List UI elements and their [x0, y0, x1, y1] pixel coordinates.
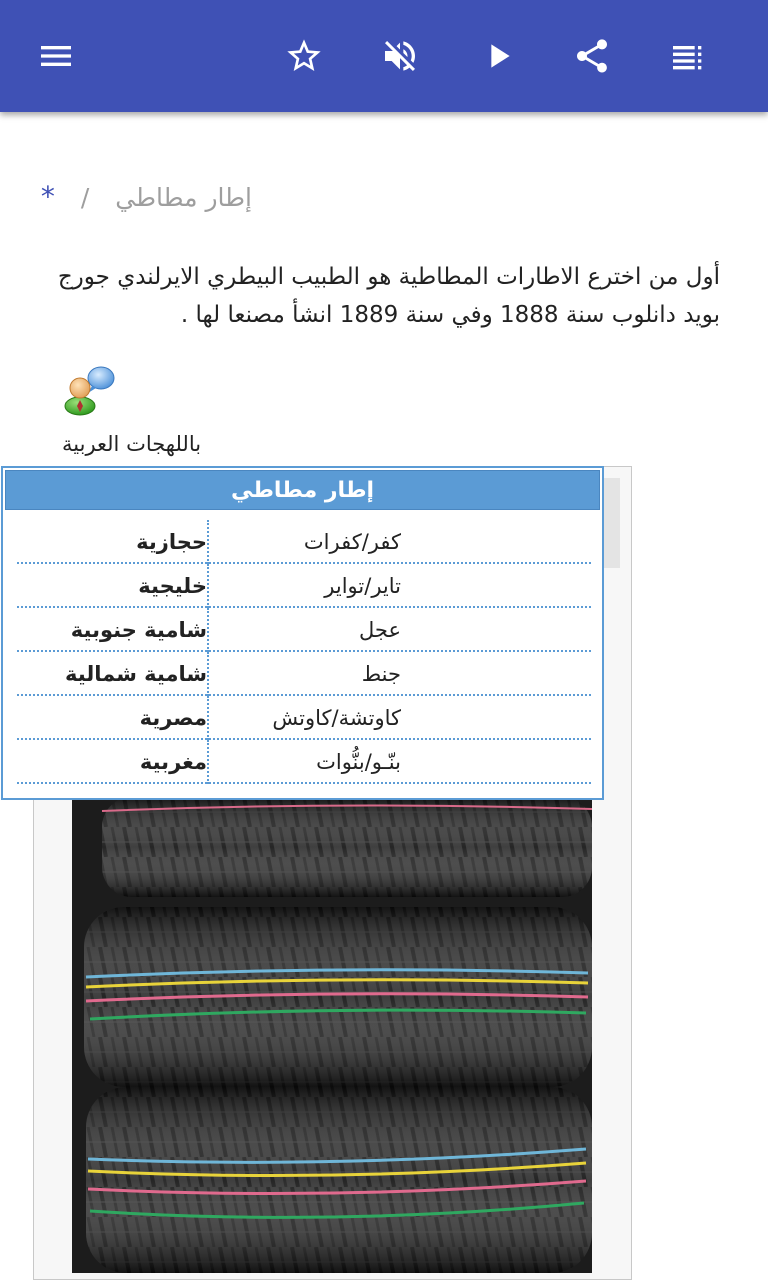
row-dialect: شامية شمالية: [65, 662, 207, 686]
row-term: جنط: [361, 662, 401, 686]
article-intro: أول من اخترع الاطارات المطاطية هو الطبيب البيطري الايرلندي جورج بويد دانلوب سنة 1888 وفي سنة 1889 انشأ مصنعا لها .: [57, 264, 720, 328]
row-dialect: شامية جنوبية: [70, 618, 207, 642]
app-toolbar: [0, 0, 768, 112]
infobox-row: [17, 740, 591, 784]
row-dialect: مصرية: [139, 706, 207, 730]
row-divider: [207, 608, 209, 652]
playlist-icon: [668, 36, 708, 76]
row-divider: [207, 520, 209, 564]
row-term: بنّـو/بنُّوات: [316, 750, 401, 774]
frame-scrollbar[interactable]: [604, 478, 620, 568]
share-icon: [572, 36, 612, 76]
row-divider: [207, 652, 209, 696]
row-dialect: حجازية: [136, 530, 207, 554]
row-dialect: مغربية: [139, 750, 207, 774]
row-divider: [207, 696, 209, 740]
breadcrumb-current: إطار مطاطي: [115, 183, 252, 212]
share-button[interactable]: [566, 30, 618, 82]
infobox-title: إطار مطاطي: [5, 470, 600, 510]
infobox-row: [17, 696, 591, 740]
mute-button[interactable]: [374, 30, 426, 82]
menu-button[interactable]: [30, 30, 82, 82]
row-divider: [207, 740, 209, 784]
row-term: كاوتشة/كاوتش: [272, 706, 401, 730]
row-divider: [207, 564, 209, 608]
infobox-row: [17, 608, 591, 652]
favorite-button[interactable]: [278, 30, 330, 82]
infobox-row: [17, 564, 591, 608]
breadcrumb: [41, 180, 252, 213]
infobox-row: [17, 652, 591, 696]
tire-stack-photo: [72, 797, 592, 1273]
row-term: تاير/تواير: [324, 574, 401, 598]
menu-icon: [36, 36, 76, 76]
row-dialect: خليجية: [138, 574, 207, 598]
dialect-infobox: [1, 466, 604, 800]
row-term: كفر/كفرات: [303, 530, 401, 554]
breadcrumb-separator: /: [80, 183, 90, 212]
contents-button[interactable]: [662, 30, 714, 82]
breadcrumb-home-link[interactable]: *: [40, 180, 55, 213]
play-icon: [478, 36, 518, 76]
volume-off-icon: [380, 36, 420, 76]
chat-user-icon: [62, 362, 116, 416]
infobox-rows: [17, 520, 591, 784]
infobox-row: [17, 520, 591, 564]
dialects-section: [62, 362, 222, 456]
dialects-label: باللهجات العربية: [62, 432, 202, 456]
row-term: عجل: [359, 618, 401, 642]
star-icon: [284, 36, 324, 76]
play-button[interactable]: [472, 30, 524, 82]
